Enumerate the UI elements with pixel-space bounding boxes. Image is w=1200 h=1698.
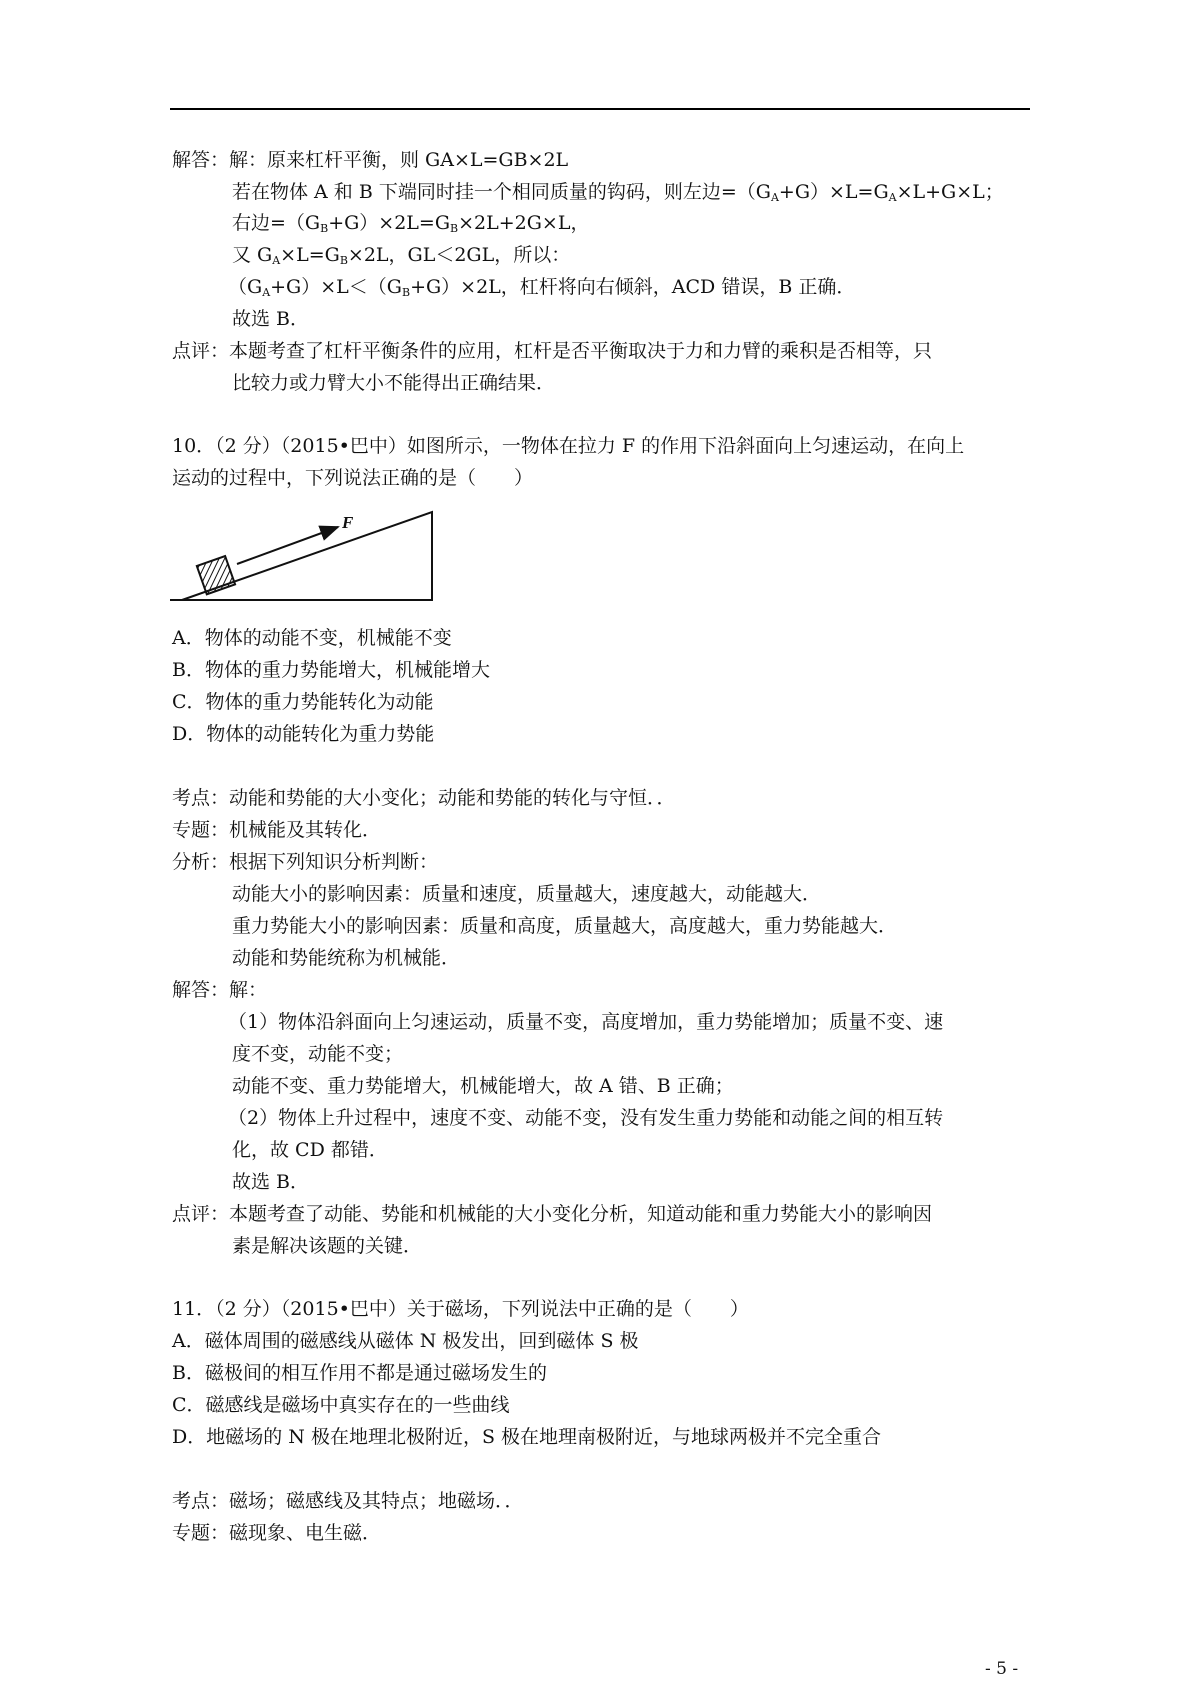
answer-line-3: 右边$=(G_B+G)\times 2L=G_B\times 2L+2G\times L$， — [232, 212, 590, 235]
q10-fenxi-line-3: 重力势能大小的影响因素：质量和高度，质量越大，高度越大，重力势能越大． — [232, 915, 898, 937]
q10-fenxi-line-2: 动能大小的影响因素：质量和速度，质量越大，速度越大，动能越大． — [232, 883, 822, 905]
q10-fenxi-line-1: 分析：根据下列知识分析判断： — [172, 851, 439, 873]
answer-label: 解答： — [172, 149, 230, 171]
q11-zhuanti: 专题：磁现象、电生磁． — [172, 1522, 382, 1544]
page-number: - 5 - — [985, 1659, 1019, 1679]
q10-answer-line-1: （1）物体沿斜面向上匀速运动，质量不变，高度增加，重力势能增加；质量不变、速 — [228, 1011, 944, 1033]
q10-option-c: C．物体的重力势能转化为动能 — [172, 691, 434, 713]
q10-zhuanti: 专题：机械能及其转化． — [172, 819, 382, 841]
header-rule — [170, 108, 1030, 110]
q10-answer-line-3: 动能不变、重力势能增大，机械能增大，故 A 错、B 正确； — [232, 1075, 734, 1097]
answer-line-5: $(G_A+G)\times L<(G_B+G)\times 2L$，杠杆将向右倾斜，ACD 错误，B 正确． — [228, 276, 856, 299]
q10-answer-line-4: （2）物体上升过程中，速度不变、动能不变，没有发生重力势能和动能之间的相互转 — [228, 1107, 944, 1129]
force-label: F — [342, 513, 354, 532]
force-arrow — [237, 527, 338, 564]
q11-kaodian: 考点：磁场；磁感线及其特点；地磁场．． — [172, 1490, 524, 1512]
q10-stem-2: 运动的过程中，下列说法正确的是（ ） — [172, 467, 534, 489]
q11-option-a: A．磁体周围的磁感线从磁体 N 极发出，回到磁体 S 极 — [172, 1330, 639, 1352]
q10-fenxi-line-4: 动能和势能统称为机械能． — [232, 947, 461, 969]
answer-line-1: 解答：解：原来杠杆平衡，则 GA×L=GB×2L — [172, 149, 569, 171]
q11-option-d: D．地磁场的 N 极在地理北极附近，S 极在地理南极附近，与地球两极并不完全重合 — [172, 1426, 881, 1448]
comment-label: 点评： — [172, 340, 230, 362]
q10-stem-1: 10．（2 分）（2015•巴中）如图所示，一物体在拉力 F 的作用下沿斜面向上匀速运动，在向上 — [172, 435, 965, 457]
q11-option-b: B．磁极间的相互作用不都是通过磁场发生的 — [172, 1362, 547, 1384]
q10-option-d: D．物体的动能转化为重力势能 — [172, 723, 435, 745]
q10-option-b: B．物体的重力势能增大，机械能增大 — [172, 659, 490, 681]
comment-line-1: 点评：本题考查了杠杆平衡条件的应用，杠杆是否平衡取决于力和力臂的乘积是否相等，只 — [172, 340, 933, 362]
incline-figure — [170, 504, 440, 604]
answer-line-4: 又 $G_A\times L=G_B\times 2L$，GL＜2GL，所以： — [232, 244, 571, 267]
q10-answer-line-2: 度不变，动能不变； — [232, 1043, 404, 1065]
answer-line-2: 若在物体 A 和 B 下端同时挂一个相同质量的钩码，则左边$=(G_A+G)\times L=G_A\times L+G\times L$； — [232, 181, 1004, 204]
comment-line-2: 比较力或力臂大小不能得出正确结果． — [232, 372, 556, 394]
q11-option-c: C．磁感线是磁场中真实存在的一些曲线 — [172, 1394, 510, 1416]
q10-comment-line-2: 素是解决该题的关键． — [232, 1235, 423, 1257]
q10-answer-line-0: 解答：解： — [172, 979, 268, 1001]
hatched-block — [197, 556, 235, 594]
q10-option-a: A．物体的动能不变，机械能不变 — [172, 627, 452, 649]
q10-comment-line-1: 点评：本题考查了动能、势能和机械能的大小变化分析，知道动能和重力势能大小的影响因 — [172, 1203, 933, 1225]
q11-stem: 11．（2 分）（2015•巴中）关于磁场，下列说法中正确的是（ ） — [172, 1298, 749, 1320]
fenxi-label: 分析： — [172, 851, 230, 873]
q10-kaodian: 考点：动能和势能的大小变化；动能和势能的转化与守恒．． — [172, 787, 676, 809]
q10-answer-line-5: 化，故 CD 都错． — [232, 1139, 388, 1161]
q10-answer-label: 解答： — [172, 979, 230, 1001]
q10-answer-line-6: 故选 B． — [232, 1171, 310, 1193]
q10-comment-label: 点评： — [172, 1203, 230, 1225]
answer-line-6: 故选 B． — [232, 308, 310, 330]
